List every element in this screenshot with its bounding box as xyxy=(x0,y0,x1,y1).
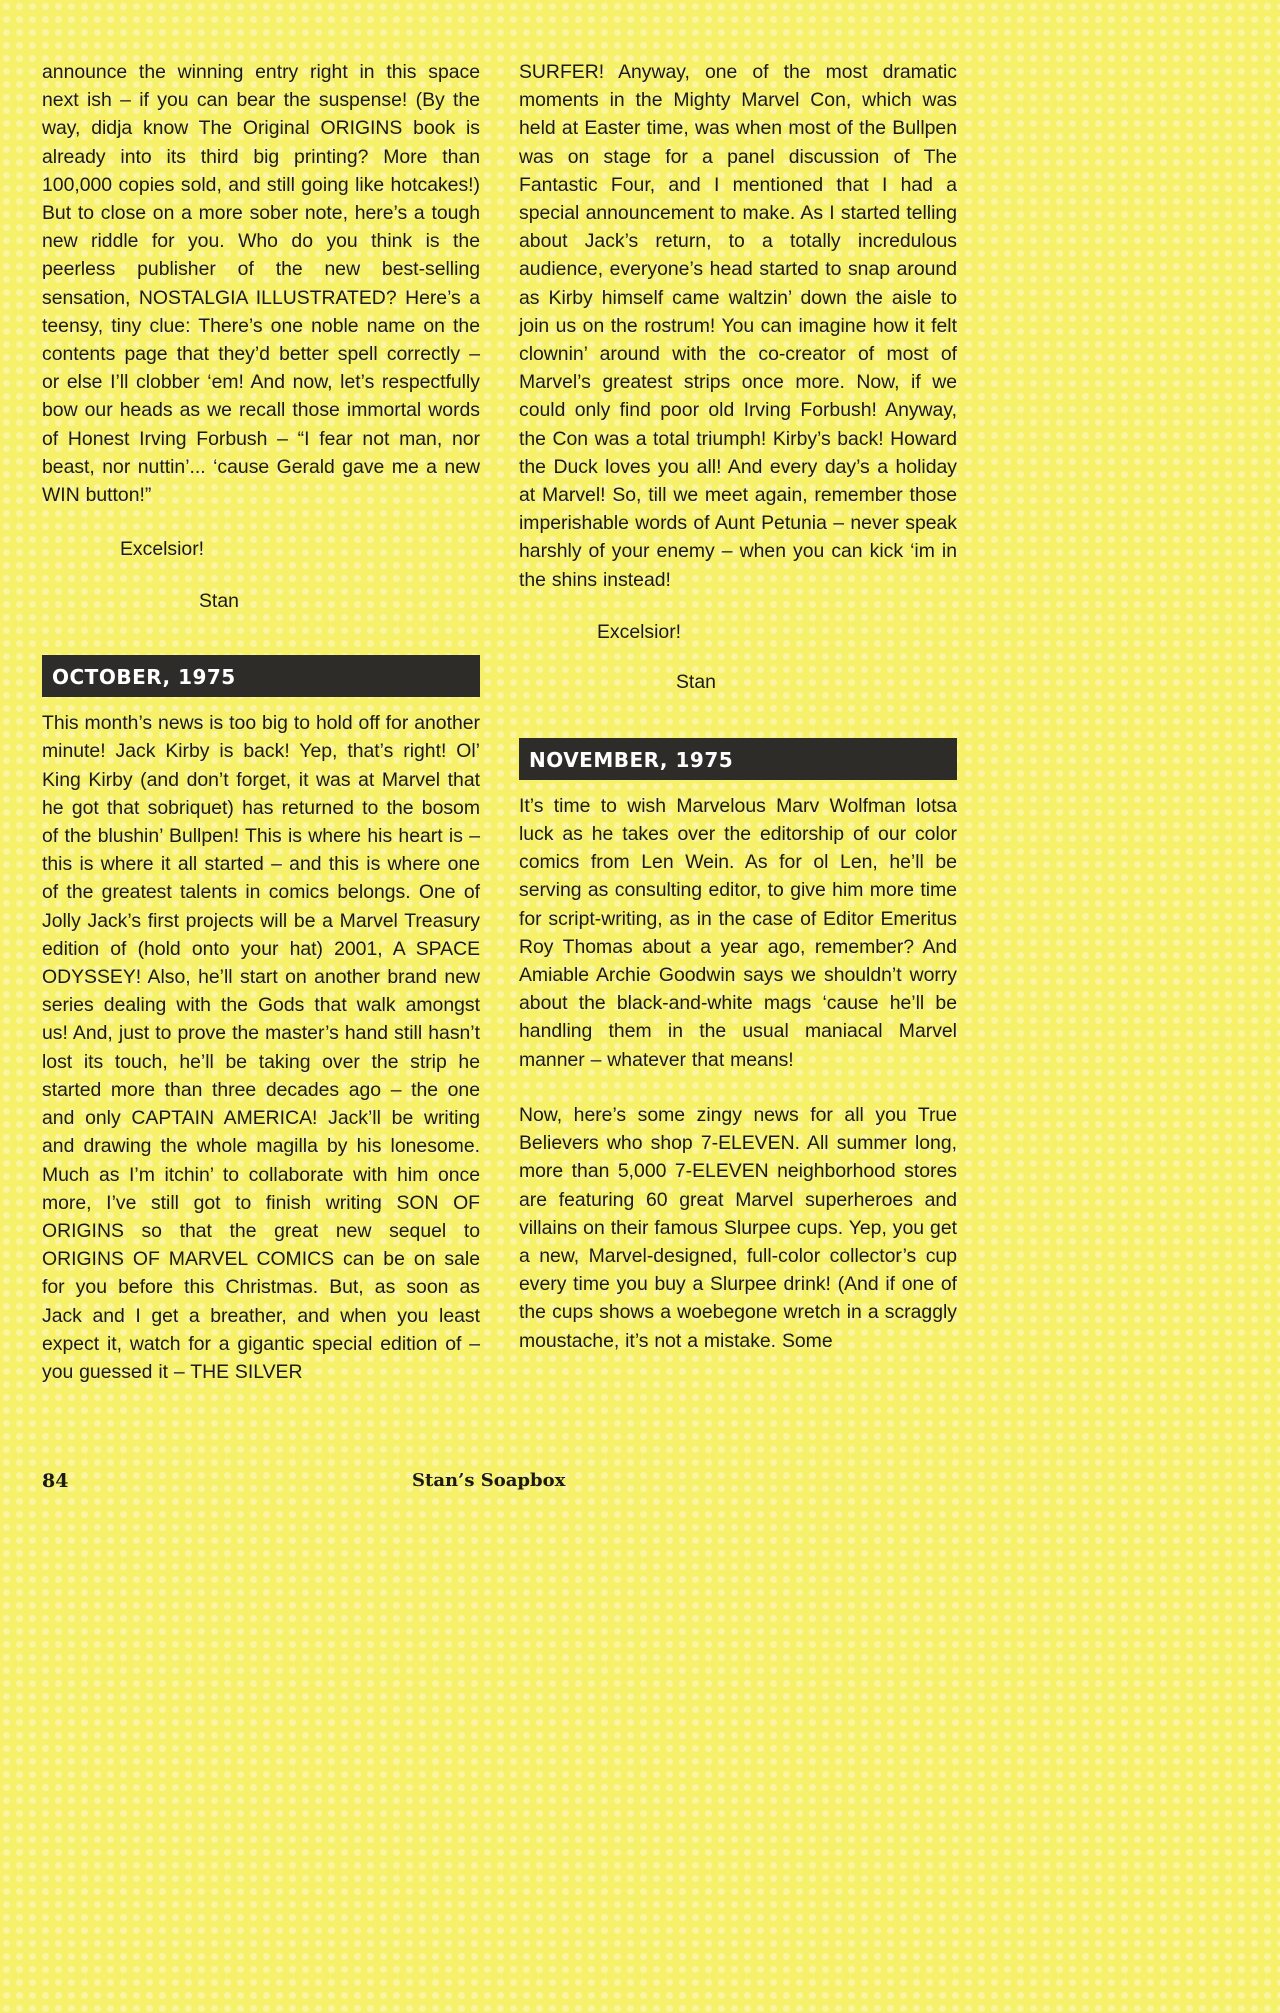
right-column xyxy=(519,58,957,1355)
november-paragraph-1: It’s time to wish Marvelous Marv Wolfman lotsa luck as he takes over the editorship of our color comics from Len Wein. As for ol Len, he’ll be serving as consulting editor, to give him more time for script-writing, as in the case of Editor Emeritus Roy Thomas about a year ago, remember? And Amiable Archie Goodwin says we shouldn’t worry about the black-and-white mags ‘cause he’ll be handling them in the usual maniacal Marvel manner – whatever that means! xyxy=(519,794,957,1071)
october-paragraph: This month’s news is too big to hold off for another minute! Jack Kirby is back! Yep, that’s right! Ol’ King Kirby (and don’t forget, it was at Marvel that he got that sobriquet) has returned to the bosom of the blushin’ Bullpen! This is where his heart is – this is where it all started – and this is where one of the greatest talents in comics belongs. One of Jolly Jack’s first projects will be a Marvel Treasury edition of (hold onto your hat) 2001, A SPACE ODYSSEY! Also, he’ll start on another brand new series dealing with the Gods that walk amongst us! And, just to prove the master’s hand still hasn’t lost its touch, he’ll be taking over the strip he started more than three decades ago – the one and only CAPTAIN AMERICA! Jack’ll be writing and drawing the whole magilla by his lonesome. Much as I’m itchin’ to collaborate with him once more, I’ve still got to finish writing SON OF ORIGINS so that the great new sequel to ORIGINS OF MARVEL COMICS can be on sale for you before this Christmas. But, as soon as Jack and I get a breather, and when you least expect it, watch for a gigantic special edition of – you guessed it – THE SILVER xyxy=(42,712,480,1383)
stan-signature: Stan xyxy=(676,670,716,693)
running-title: Stan’s Soapbox xyxy=(412,1470,566,1491)
left-column xyxy=(42,58,480,1386)
november-paragraph-2: Now, here’s some zingy news for all you True Believers who shop 7-ELEVEN. All summer long, more than 5,000 7-ELEVEN neighborhood stores are featuring 60 great Marvel superheroes and villains on their famous Slurpee cups. Yep, you get a new, Marvel-designed, full-color collector’s cup every time you buy a Slurpee drink! (And if one of the cups shows a woebegone wretch in a scraggly moustache, it’s not a mistake. Some xyxy=(519,1103,957,1352)
excelsior-signoff: Excelsior! xyxy=(120,538,205,561)
right-top-paragraph: SURFER! Anyway, one of the most dramatic moments in the Mighty Marvel Con, which was held at Easter time, was when most of the Bullpen was on stage for a panel discussion of The Fantastic Four, and I mentioned that I had a special announcement to make. As I started telling about Jack’s return, to a totally incredulous audience, everyone’s head started to snap around as Kirby himself came waltzin’ down the aisle to join us on the rostrum! You can imagine how it felt clownin’ around with the co-creator of most of Marvel’s greatest strips once more. Now, if we could only find poor old Irving Forbush! Anyway, the Con was a total triumph! Kirby’s back! Howard the Duck loves you all! And every day’s a holiday at Marvel! So, till we meet again, remember those imperishable words of Aunt Petunia – never speak harshly of your enemy – when you can kick ‘im in the shins instead! xyxy=(519,61,957,591)
stan-signature: Stan xyxy=(199,590,239,613)
page-number: 84 xyxy=(42,1470,69,1492)
october-1975-header: OCTOBER, 1975 xyxy=(42,655,480,697)
left-top-paragraph: announce the winning entry right in this space next ish – if you can bear the suspense! (By the way, didja know The Original ORIGINS book is already into its third big printing? More than 100,000 copies sold, and still going like hotcakes!) But to close on a more sober note, here’s a tough new riddle for you. Who do you think is the peerless publisher of the new best-selling sensation, NOSTALGIA ILLUSTRATED? Here’s a teensy, tiny clue: There’s one noble name on the contents page that they’d better spell correctly – or else I’ll clobber ‘em! And now, let’s respectfully bow our heads as we recall those immortal words of Honest Irving Forbush – “I fear not man, nor beast, nor nuttin’... ‘cause Gerald gave me a new WIN button!” xyxy=(42,61,480,507)
november-1975-header: NOVEMBER, 1975 xyxy=(519,738,957,780)
excelsior-signoff: Excelsior! xyxy=(597,620,682,643)
